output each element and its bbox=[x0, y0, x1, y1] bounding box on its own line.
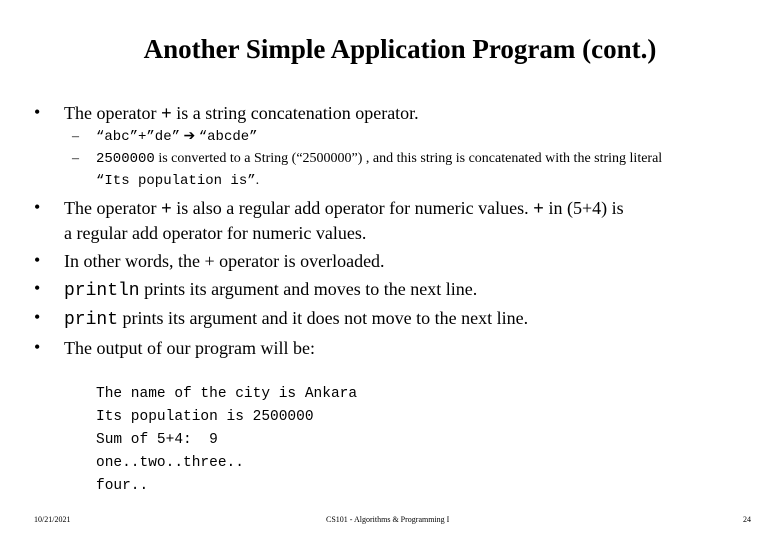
output-line: Sum of 5+4: 9 bbox=[96, 432, 218, 448]
dash-marker: – bbox=[72, 151, 79, 166]
sub-bullet-conversion: 2500000 is converted to a String (“2500000”) , and this string is concatenated with the string literal “Its population is”. bbox=[96, 151, 663, 189]
slide-title: Another Simple Application Program (cont.) bbox=[143, 34, 657, 64]
output-line: four.. bbox=[96, 478, 149, 494]
bullet-add-operator: The operator + is also a regular add operator for numeric values. + in (5+4) is a regular add operator for numeric values. bbox=[64, 198, 624, 243]
output-line: The name of the city is Ankara bbox=[96, 386, 358, 402]
bullet-output-intro: The output of our program will be: bbox=[64, 338, 315, 358]
bullet-concatenation: The operator + is a string concatenation operator. bbox=[64, 103, 419, 125]
bullet-println: println prints its argument and moves to the next line. bbox=[64, 279, 478, 301]
bullet-marker: • bbox=[34, 102, 41, 122]
footer-page-number: 24 bbox=[743, 515, 751, 524]
bullet-marker: • bbox=[34, 337, 41, 357]
right-arrow-icon: ➔ bbox=[183, 129, 196, 144]
sub-bullet-example: “abc”+”de” ➔ “abcde” bbox=[96, 129, 258, 145]
bullet-marker: • bbox=[34, 307, 41, 327]
footer-date: 10/21/2021 bbox=[34, 515, 71, 524]
bullet-overloaded: In other words, the + operator is overloaded. bbox=[64, 251, 385, 271]
bullet-marker: • bbox=[34, 250, 41, 270]
output-line: Its population is 2500000 bbox=[96, 409, 314, 425]
bullet-marker: • bbox=[34, 278, 41, 298]
footer-course: CS101 - Algorithms & Programming I bbox=[326, 515, 450, 524]
program-output bbox=[96, 360, 357, 498]
bullet-print: print prints its argument and it does not move to the next line. bbox=[64, 308, 529, 330]
output-line: one..two..three.. bbox=[96, 455, 244, 471]
bullet-marker: • bbox=[34, 197, 41, 217]
dash-marker: – bbox=[72, 129, 79, 144]
